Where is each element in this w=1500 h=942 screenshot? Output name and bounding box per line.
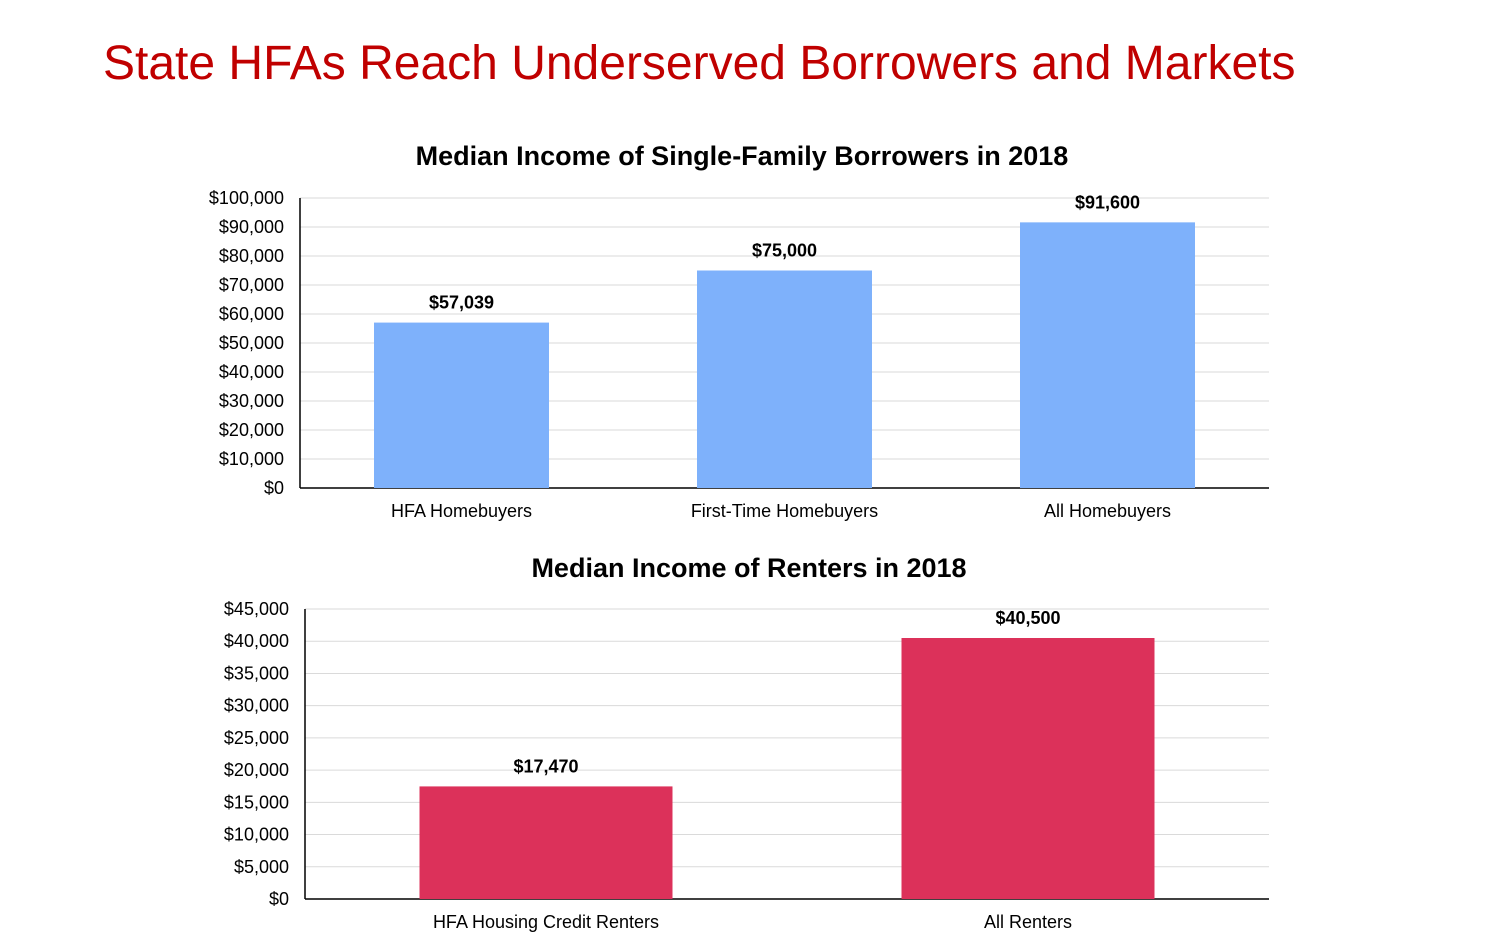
y-tick-label: $50,000 bbox=[218, 333, 284, 353]
category-label: HFA Homebuyers bbox=[390, 501, 533, 521]
y-tick-label: $0 bbox=[263, 478, 284, 498]
y-tick-label: $80,000 bbox=[218, 246, 284, 266]
data-label: $57,039 bbox=[428, 292, 495, 313]
category-label: HFA Housing Credit Renters bbox=[432, 912, 660, 932]
category-label: All Renters bbox=[983, 912, 1073, 932]
y-tick-label: $90,000 bbox=[218, 217, 284, 237]
y-tick-label: $15,000 bbox=[223, 792, 289, 813]
y-tick-label: $25,000 bbox=[223, 727, 289, 748]
y-tick-label: $5,000 bbox=[233, 856, 289, 877]
category-label: All Homebuyers bbox=[1043, 501, 1172, 521]
y-tick-label: $45,000 bbox=[223, 599, 289, 619]
slide-title: State HFAs Reach Underserved Borrowers and Markets bbox=[103, 37, 1296, 90]
y-tick-label: $30,000 bbox=[218, 391, 284, 411]
y-tick-label: $20,000 bbox=[223, 760, 289, 781]
category-label: First-Time Homebuyers bbox=[690, 501, 879, 521]
data-label: $75,000 bbox=[751, 240, 818, 261]
data-label: $40,500 bbox=[995, 608, 1061, 628]
y-tick-label: $40,000 bbox=[223, 631, 289, 652]
y-tick-label: $0 bbox=[268, 889, 289, 909]
y-tick-label: $35,000 bbox=[223, 663, 289, 684]
data-label: $91,600 bbox=[1074, 192, 1141, 213]
y-tick-label: $20,000 bbox=[218, 420, 284, 440]
chart-title: Median Income of Single-Family Borrowers in 2018 bbox=[415, 141, 1069, 171]
data-label: $17,470 bbox=[513, 756, 579, 777]
y-tick-label: $10,000 bbox=[223, 824, 289, 845]
y-tick-label: $70,000 bbox=[218, 275, 284, 295]
bar bbox=[902, 638, 1155, 899]
y-tick-label: $100,000 bbox=[208, 188, 284, 208]
bar bbox=[420, 786, 673, 899]
y-tick-label: $10,000 bbox=[218, 449, 284, 469]
y-tick-label: $30,000 bbox=[223, 695, 289, 716]
y-tick-label: $60,000 bbox=[218, 304, 284, 324]
chart-title: Median Income of Renters in 2018 bbox=[531, 553, 967, 583]
y-tick-label: $40,000 bbox=[218, 362, 284, 382]
